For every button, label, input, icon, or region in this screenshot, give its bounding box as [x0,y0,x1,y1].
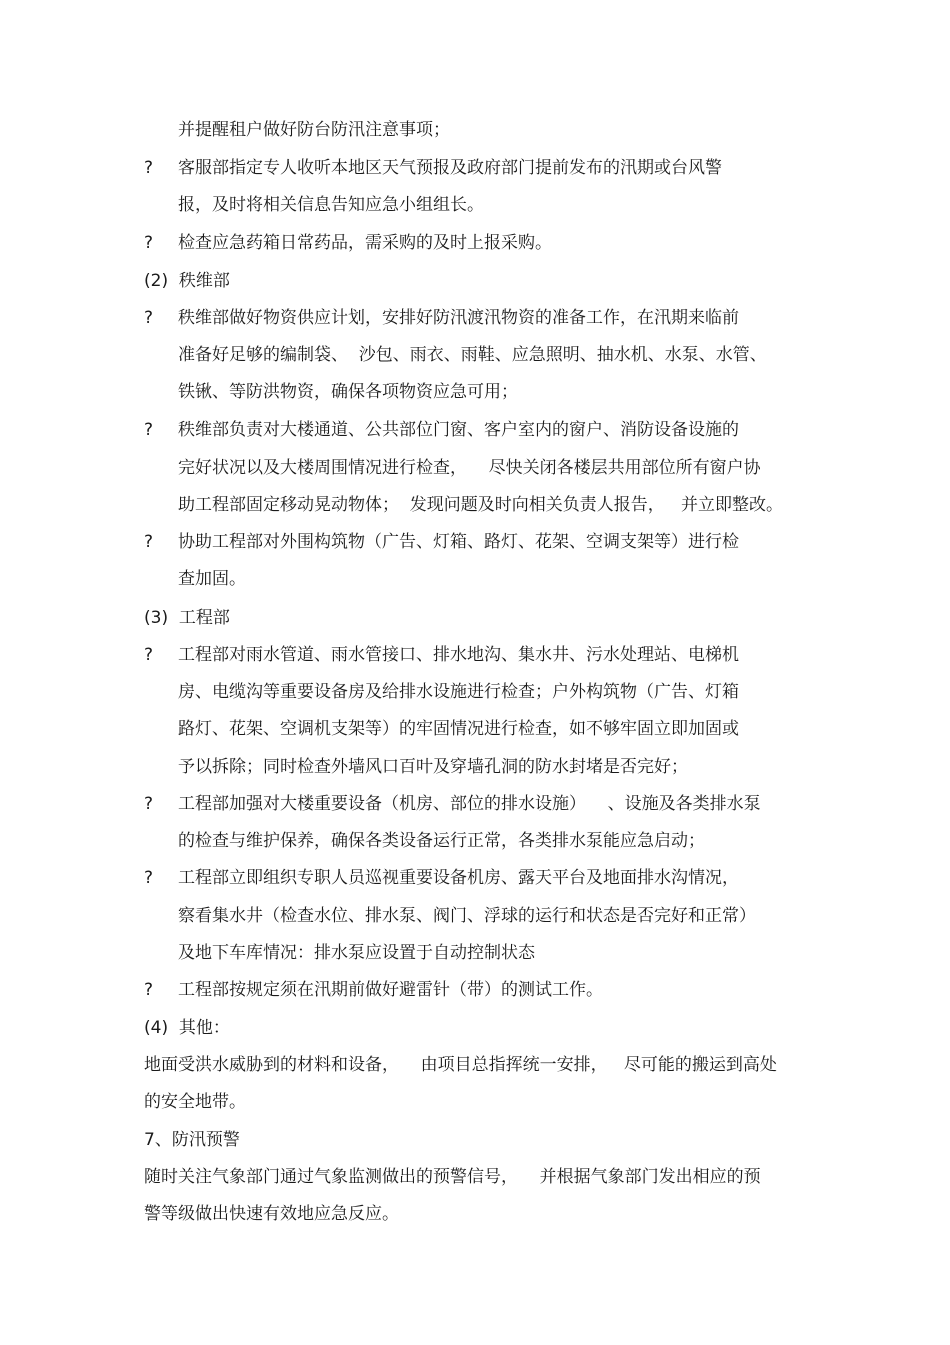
text-line: 地面受洪水威胁到的材料和设备， 由项目总指挥统一安排， 尽可能的搬运到高处 [144,1055,777,1075]
section-heading: (3) 工程部 [144,608,230,628]
text-line: 工程部按规定须在汛期前做好避雷针（带）的测试工作。 [178,980,603,1000]
text-line: 察看集水井（检查水位、排水泵、阀门、浮球的运行和状态是否完好和正常） [178,906,756,926]
bullet-marker: ? [144,158,154,178]
text-line: 铁锹、等防洪物资，确保各项物资应急可用； [178,382,518,402]
bullet-marker: ? [144,233,154,253]
text-line: 协助工程部对外围构筑物（广告、灯箱、路灯、花架、空调支架等）进行检 [178,532,739,552]
text-line: 房、电缆沟等重要设备房及给排水设施进行检查；户外构筑物（广告、灯箱 [178,682,739,702]
text-line: 秩维部负责对大楼通道、公共部位门窗、客户室内的窗户、消防设备设施的 [178,420,739,440]
text-line: 并提醒租户做好防台防汛注意事项； [178,120,450,140]
text-line: 秩维部做好物资供应计划，安排好防汛渡汛物资的准备工作，在汛期来临前 [178,308,739,328]
bullet-marker: ? [144,794,154,814]
section-heading: (2) 秩维部 [144,271,230,291]
text-line: 的检查与维护保养，确保各类设备运行正常，各类排水泵能应急启动； [178,831,705,851]
text-line: 报，及时将相关信息告知应急小组组长。 [178,195,484,215]
text-line: 警等级做出快速有效地应急反应。 [144,1204,399,1224]
bullet-marker: ? [144,420,154,440]
bullet-marker: ? [144,980,154,1000]
text-line: 工程部对雨水管道、雨水管接口、排水地沟、集水井、污水处理站、电梯机 [178,645,739,665]
text-line: 随时关注气象部门通过气象监测做出的预警信号， 并根据气象部门发出相应的预 [144,1167,761,1187]
text-line: 及地下车库情况：排水泵应设置于自动控制状态 [178,943,535,963]
text-line: 检查应急药箱日常药品，需采购的及时上报采购。 [178,233,552,253]
text-line: 客服部指定专人收听本地区天气预报及政府部门提前发布的汛期或台风警 [178,158,722,178]
bullet-marker: ? [144,308,154,328]
text-line: 予以拆除；同时检查外墙风口百叶及穿墙孔洞的防水封堵是否完好； [178,757,688,777]
bullet-marker: ? [144,532,154,552]
section-heading: 7、防汛预警 [144,1130,240,1150]
section-heading: (4) 其他： [144,1018,230,1038]
text-line: 的安全地带。 [144,1092,246,1112]
bullet-marker: ? [144,645,154,665]
text-line: 工程部立即组织专职人员巡视重要设备机房、露天平台及地面排水沟情况， [178,868,739,888]
bullet-marker: ? [144,868,154,888]
text-line: 助工程部固定移动晃动物体； 发现问题及时向相关负责人报告， 并立即整改。 [178,495,784,515]
text-line: 查加固。 [178,569,246,589]
text-line: 完好状况以及大楼周围情况进行检查， 尽快关闭各楼层共用部位所有窗户协 [178,458,761,478]
text-line: 准备好足够的编制袋、 沙包、雨衣、雨鞋、应急照明、抽水机、水泵、水管、 [178,345,767,365]
text-line: 路灯、花架、空调机支架等）的牢固情况进行检查，如不够牢固立即加固或 [178,719,739,739]
text-line: 工程部加强对大楼重要设备（机房、部位的排水设施） 、设施及各类排水泵 [178,794,761,814]
